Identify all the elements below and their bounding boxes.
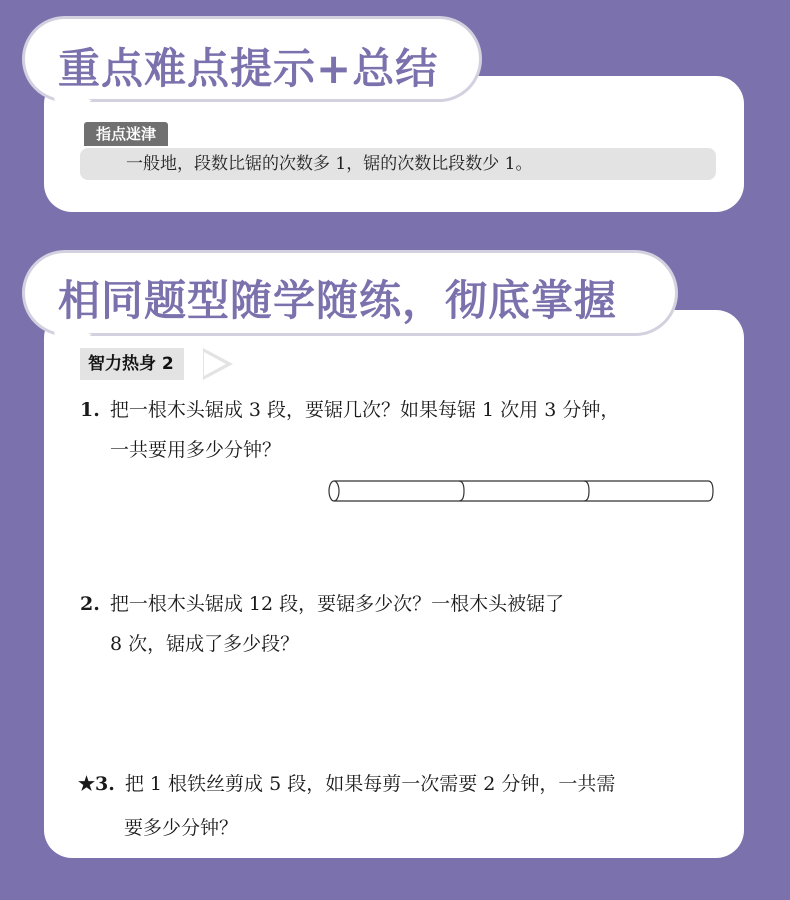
tip-label: 指点迷津 xyxy=(84,122,168,146)
log-cut-1 xyxy=(459,481,464,501)
question-number: 2. xyxy=(80,593,100,615)
question-text: 把一根木头锯成 3 段，要锯几次？如果每锯 1 次用 3 分钟， xyxy=(109,399,620,421)
question-1-line-1 xyxy=(80,398,619,422)
question-text: 把 1 根铁丝剪成 5 段，如果每剪一次需要 2 分钟，一共需 xyxy=(124,773,616,795)
log-cut-2 xyxy=(584,481,589,501)
tip-text: 一般地，段数比锯的次数多 1，锯的次数比段数少 1。 xyxy=(126,154,533,174)
question-3-line-2: 要多少分钟？ xyxy=(124,817,239,839)
question-number: 1. xyxy=(80,399,100,421)
question-2-line-2: 8 次，锯成了多少段？ xyxy=(110,633,300,655)
arrow-icon-inner xyxy=(204,352,226,376)
question-3-line-1 xyxy=(78,772,615,796)
question-2-line-1 xyxy=(80,592,564,616)
log-figure xyxy=(326,480,714,502)
question-number: ★3. xyxy=(78,773,115,795)
practice-heading: 相同题型随学随练，彻底掌握 xyxy=(58,276,618,325)
log-outline xyxy=(334,481,713,501)
question-text: 把一根木头锯成 12 段，要锯多少次？一根木头被锯了 xyxy=(109,593,565,615)
warmup-label: 智力热身 2 xyxy=(80,348,184,380)
summary-heading: 重点难点提示+总结 xyxy=(58,44,439,93)
question-1-line-2: 一共要用多少分钟？ xyxy=(110,439,282,461)
log-end xyxy=(329,481,339,501)
